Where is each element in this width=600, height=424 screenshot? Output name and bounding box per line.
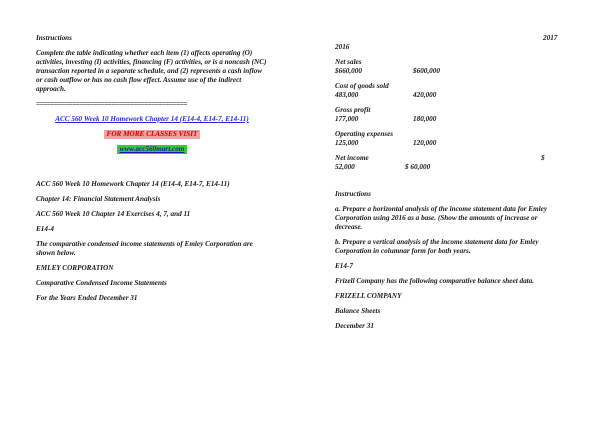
instructions-text: Complete the table indicating whether each item (1) affects operating (O) activities, investing (I) activities, financing (F) activities, or is a noncash (NC) transaction reported in a separate schedule, and (2) represents a cash inflow or cash outflow or has no cash flow effect. Assume use of the indirect approach. <box>36 49 267 93</box>
exercise-id: E14-7 <box>335 262 353 270</box>
item-value-2016: 120,000 <box>413 139 437 147</box>
exercise-text: Frizell Company has the following comparative balance sheet data. <box>335 277 535 285</box>
income-item <box>335 130 565 148</box>
item-value-2017: 483,000 <box>335 91 359 99</box>
left-column <box>36 34 268 309</box>
item-currency: $ <box>541 154 545 162</box>
statement-date: December 31 <box>335 322 374 330</box>
chapter-title: Chapter 14: Financial Statement Analysis <box>36 195 161 203</box>
item-label: Cost of goods sold <box>335 82 389 90</box>
item-label: Operating expenses <box>335 130 394 138</box>
site-link[interactable]: www.acc560mart.com <box>117 145 188 154</box>
instructions-heading: Instructions <box>335 190 371 198</box>
document-title: ACC 560 Week 10 Homework Chapter 14 (E14-4, E14-7, E14-11) <box>36 180 230 188</box>
more-classes-banner: FOR MORE CLASSES VISIT <box>104 130 201 139</box>
item-value-2016: 420,000 <box>413 91 437 99</box>
statement-title: Comparative Condensed Income Statements <box>36 279 167 287</box>
item-value-2017: 125,000 <box>335 139 359 147</box>
item-value-2016: 180,000 <box>413 115 437 123</box>
exercise-text: The comparative condensed income statements of Emley Corporation are shown below. <box>36 240 253 257</box>
divider: ========================================== <box>36 100 188 108</box>
item-value-2016: $600,000 <box>413 67 440 75</box>
right-column <box>335 34 565 337</box>
instruction-item-a: a. Prepare a horizontal analysis of the income statement data for Emley Corporation using 2016 as a base. (Show the amounts of increase or decrease. <box>335 205 548 231</box>
year-2016-row <box>335 43 565 52</box>
instructions-heading: Instructions <box>36 34 72 42</box>
item-label: Gross profit <box>335 106 371 114</box>
item-value-2017: 177,000 <box>335 115 359 123</box>
income-item <box>335 106 565 124</box>
item-value-2017: 52,000 <box>335 163 355 171</box>
item-value-2016: $ 60,000 <box>405 163 431 171</box>
income-item <box>335 154 565 172</box>
item-value-2017: $660,000 <box>335 67 362 75</box>
item-label: Net sales <box>335 58 362 66</box>
company-name: EMLEY CORPORATION <box>36 264 114 272</box>
income-item <box>335 58 565 76</box>
year-header-row <box>335 34 565 43</box>
homework-title-link[interactable]: ACC 560 Week 10 Homework Chapter 14 (E14-4, E14-7, E14-11) <box>55 115 249 123</box>
exercise-id: E14-4 <box>36 225 54 233</box>
instruction-item-b: b. Prepare a vertical analysis of the income statement data for Emley Corporation in columnar form for both years. <box>335 238 539 255</box>
company-name: FRIZELL COMPANY <box>335 292 402 300</box>
statement-period: For the Years Ended December 31 <box>36 294 138 302</box>
year-2016: 2016 <box>335 43 350 51</box>
statement-title: Balance Sheets <box>335 307 381 315</box>
income-item <box>335 82 565 100</box>
item-label: Net income <box>335 154 369 162</box>
year-2017: 2017 <box>543 34 558 42</box>
exercises-line: ACC 560 Week 10 Chapter 14 Exercises 4, 7, and 11 <box>36 210 191 218</box>
